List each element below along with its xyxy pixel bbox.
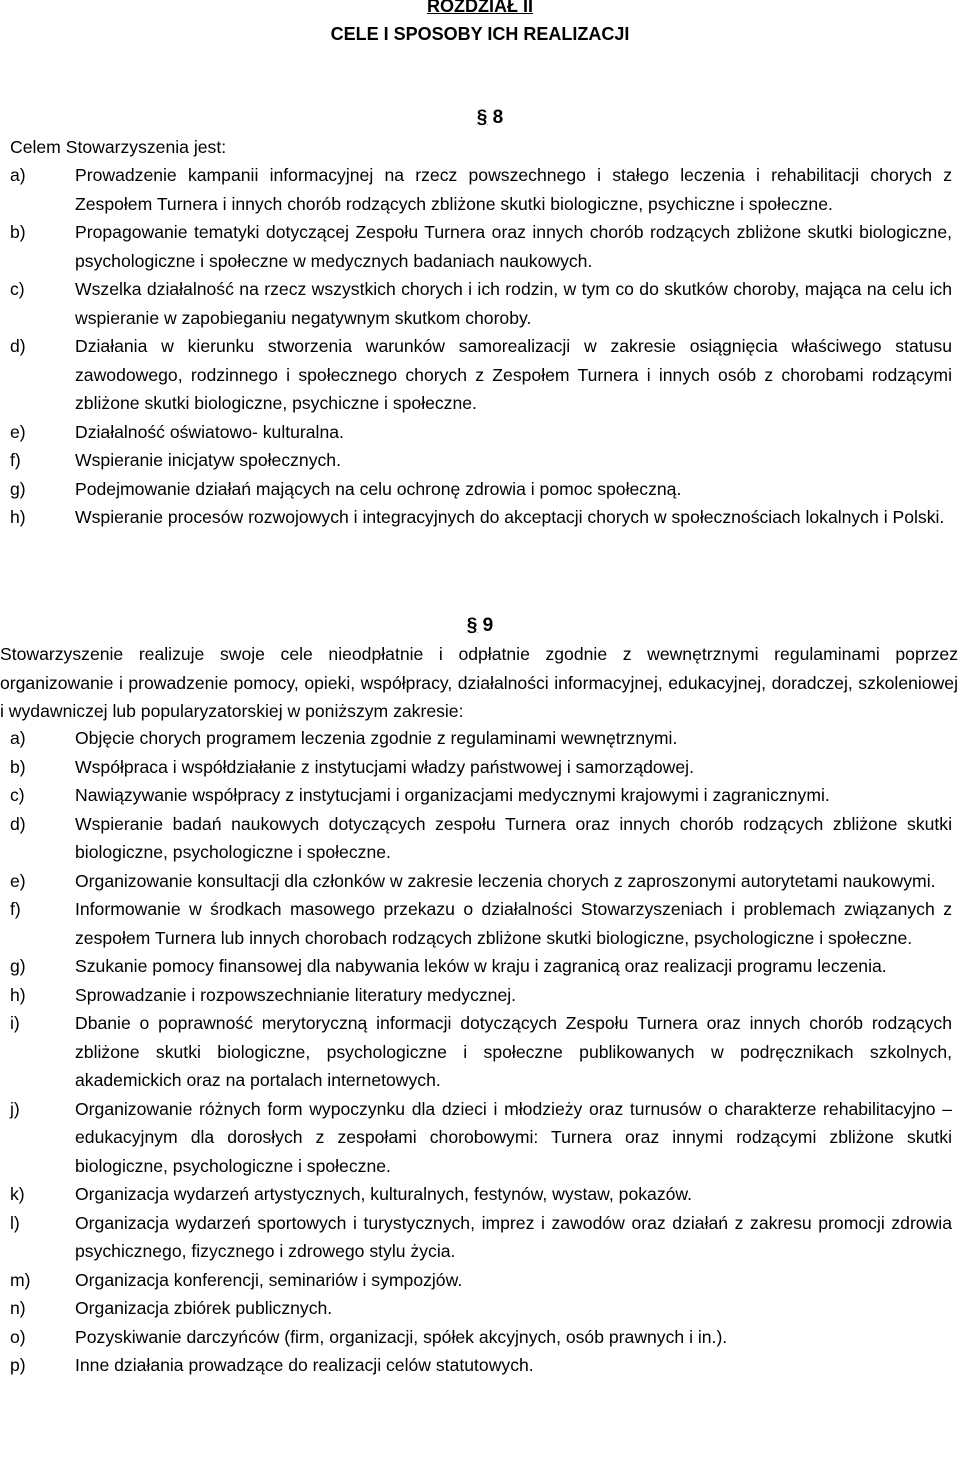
chapter-title: ROZDZIAŁ II	[427, 0, 533, 16]
list-item	[10, 503, 952, 532]
list-item	[10, 1351, 952, 1380]
list-item	[10, 161, 952, 218]
list-item-marker: m)	[10, 1269, 31, 1290]
list-item-marker: a)	[10, 165, 26, 185]
list-item	[10, 753, 952, 782]
list-item-marker: g)	[10, 956, 26, 976]
list-item	[10, 418, 952, 447]
list-item	[10, 1323, 952, 1352]
list-item-text: Szukanie pomocy finansowej dla nabywania leków w kraju i zagranicą oraz realizacji programu leczenia.	[75, 956, 887, 976]
list-item-text: Informowanie w środkach masowego przekazu o działalności Stowarzyszeniach i problemach związanych z zespołem Turnera lub innych chorobach rodzących zbliżone skutki biologiczne, psychologiczne i społeczne.	[75, 899, 952, 948]
list-item	[10, 1009, 952, 1095]
list-item	[10, 475, 952, 504]
list-item-text: Nawiązywanie współpracy z instytucjami i organizacjami medycznymi krajowymi i zagranicznymi.	[75, 785, 830, 805]
list-item-marker: d)	[10, 336, 26, 356]
list-item	[10, 1209, 952, 1266]
list-item-marker: b)	[10, 756, 26, 777]
list-item-text: Dbanie o poprawność merytoryczną informacji dotyczących Zespołu Turnera oraz innych chorób rodzących zbliżone skutki biologiczne, psychologiczne i społeczne publikowanych w podręcznikach szkolnych, akademickich oraz na portalach internetowych.	[75, 1013, 952, 1090]
list-item-marker: e)	[10, 421, 26, 442]
section-sign: §	[466, 615, 478, 636]
list-item-text: Wspieranie procesów rozwojowych i integracyjnych do akceptacji chorych w społecznościach lokalnych i Polski.	[75, 507, 945, 527]
list-item	[10, 1266, 952, 1295]
list-item-text: Organizacja konferencji, seminariów i sympozjów.	[75, 1269, 463, 1290]
list-item-marker: f)	[10, 450, 21, 470]
list-item-text: Objęcie chorych programem leczenia zgodnie z regulaminami wewnętrznymi.	[75, 728, 678, 748]
list-item-marker: g)	[10, 478, 26, 499]
list-item	[10, 332, 952, 418]
list-item-marker: e)	[10, 870, 26, 891]
list-item	[10, 981, 952, 1010]
list-item	[10, 218, 952, 275]
list-item-marker: a)	[10, 728, 26, 748]
list-item-text: Wspieranie badań naukowych dotyczących zespołu Turnera oraz innych chorób rodzących zbliżone skutki biologiczne, psychologiczne i społeczne.	[75, 813, 952, 862]
section-9-list	[10, 724, 952, 1380]
list-item	[10, 724, 952, 753]
list-item-text: Organizacja zbiórek publicznych.	[75, 1298, 333, 1318]
list-item-marker: l)	[10, 1212, 20, 1233]
list-item-text: Pozyskiwanie darczyńców (firm, organizacji, spółek akcyjnych, osób prawnych i in.).	[75, 1326, 728, 1347]
section-8-intro: Celem Stowarzyszenia jest:	[10, 137, 227, 157]
list-item	[10, 1095, 952, 1181]
list-item	[10, 1180, 952, 1209]
list-item-marker: i)	[10, 1013, 20, 1033]
list-item-text: Sprowadzanie i rozpowszechnianie literatury medycznej.	[75, 984, 517, 1005]
list-item	[10, 867, 952, 896]
list-item	[10, 1294, 952, 1323]
list-item	[10, 895, 952, 952]
list-item-marker: c)	[10, 785, 25, 805]
list-item-text: Organizacja wydarzeń artystycznych, kulturalnych, festynów, wystaw, pokazów.	[75, 1184, 693, 1204]
list-item-text: Wspieranie inicjatyw społecznych.	[75, 450, 341, 470]
list-item	[10, 952, 952, 981]
list-item-text: Organizowanie konsultacji dla członków w zakresie leczenia chorych z zaproszonymi autorytetami naukowymi.	[75, 870, 936, 891]
list-item-text: Propagowanie tematyki dotyczącej Zespołu Turnera oraz innych chorób rodzących zbliżone skutki biologiczne, psychologiczne i społeczne w medycznych badaniach naukowych.	[75, 222, 952, 271]
list-item-marker: h)	[10, 507, 26, 527]
list-item-text: Inne działania prowadzące do realizacji celów statutowych.	[75, 1355, 534, 1375]
list-item-marker: d)	[10, 813, 26, 834]
list-item-text: Prowadzenie kampanii informacyjnej na rzecz powszechnego i stałego leczenia i rehabilitacji chorych z Zespołem Turnera i innych chorób rodzących zbliżone skutki biologiczne, psychiczne i społeczne.	[75, 165, 952, 214]
section-8-list	[10, 161, 952, 532]
list-item	[10, 781, 952, 810]
list-item	[10, 810, 952, 867]
section-9-intro: Stowarzyszenie realizuje swoje cele nieodpłatnie i odpłatnie zgodnie z wewnętrznymi regulaminami poprzez organizowanie i prowadzenie pomocy, opieki, współpracy, działalności informacyjnej, edukacyjnej, doradczej, szkoleniowej i wydawniczej lub popularyzatorskiej w poniższym zakresie:	[0, 644, 958, 721]
list-item-marker: f)	[10, 899, 21, 919]
list-item-marker: h)	[10, 984, 26, 1005]
section-number: 8	[492, 107, 504, 128]
list-item-text: Podejmowanie działań mających na celu ochronę zdrowia i pomoc społeczną.	[75, 478, 682, 499]
list-item-text: Organizacja wydarzeń sportowych i turystycznych, imprez i zawodów oraz działań z zakresu promocji zdrowia psychicznego, fizycznego i zdrowego stylu życia.	[75, 1212, 952, 1261]
list-item-text: Działania w kierunku stworzenia warunków samorealizacji w zakresie osiągnięcia właściwego statusu zawodowego, rodzinnego i społecznego chorych z Zespołem Turnera i innych osób z chorobami rodzącymi zbliżone skutki biologiczne, psychiczne i społeczne.	[75, 336, 952, 413]
list-item-text: Działalność oświatowo- kulturalna.	[75, 421, 344, 442]
list-item-marker: o)	[10, 1326, 26, 1347]
chapter-subtitle: CELE I SPOSOBY ICH REALIZACJI	[330, 24, 630, 44]
section-9-heading	[430, 614, 530, 638]
list-item-text: Współpraca i współdziałanie z instytucjami władzy państwowej i samorządowej.	[75, 756, 694, 777]
list-item	[10, 446, 952, 475]
list-item	[10, 275, 952, 332]
list-item-marker: k)	[10, 1184, 25, 1204]
list-item-marker: n)	[10, 1298, 26, 1318]
list-item-marker: b)	[10, 222, 26, 242]
section-number: 9	[482, 615, 494, 636]
list-item-marker: p)	[10, 1355, 26, 1375]
list-item-marker: j)	[10, 1098, 20, 1119]
list-item-marker: c)	[10, 279, 25, 299]
section-sign: §	[476, 107, 488, 128]
list-item-text: Wszelka działalność na rzecz wszystkich chorych i ich rodzin, w tym co do skutków choroby, mająca na celu ich wspieranie w zapobieganiu negatywnym skutkom choroby.	[75, 279, 952, 328]
section-8-heading	[440, 106, 540, 130]
list-item-text: Organizowanie różnych form wypoczynku dla dzieci i młodzieży oraz turnusów o charakterze rehabilitacyjno – edukacyjnym dla dorosłych z zespołami chorobowymi: Turnera oraz innymi rodzącymi zbliżone skutki biologiczne, psychologiczne i społeczne.	[75, 1098, 952, 1176]
